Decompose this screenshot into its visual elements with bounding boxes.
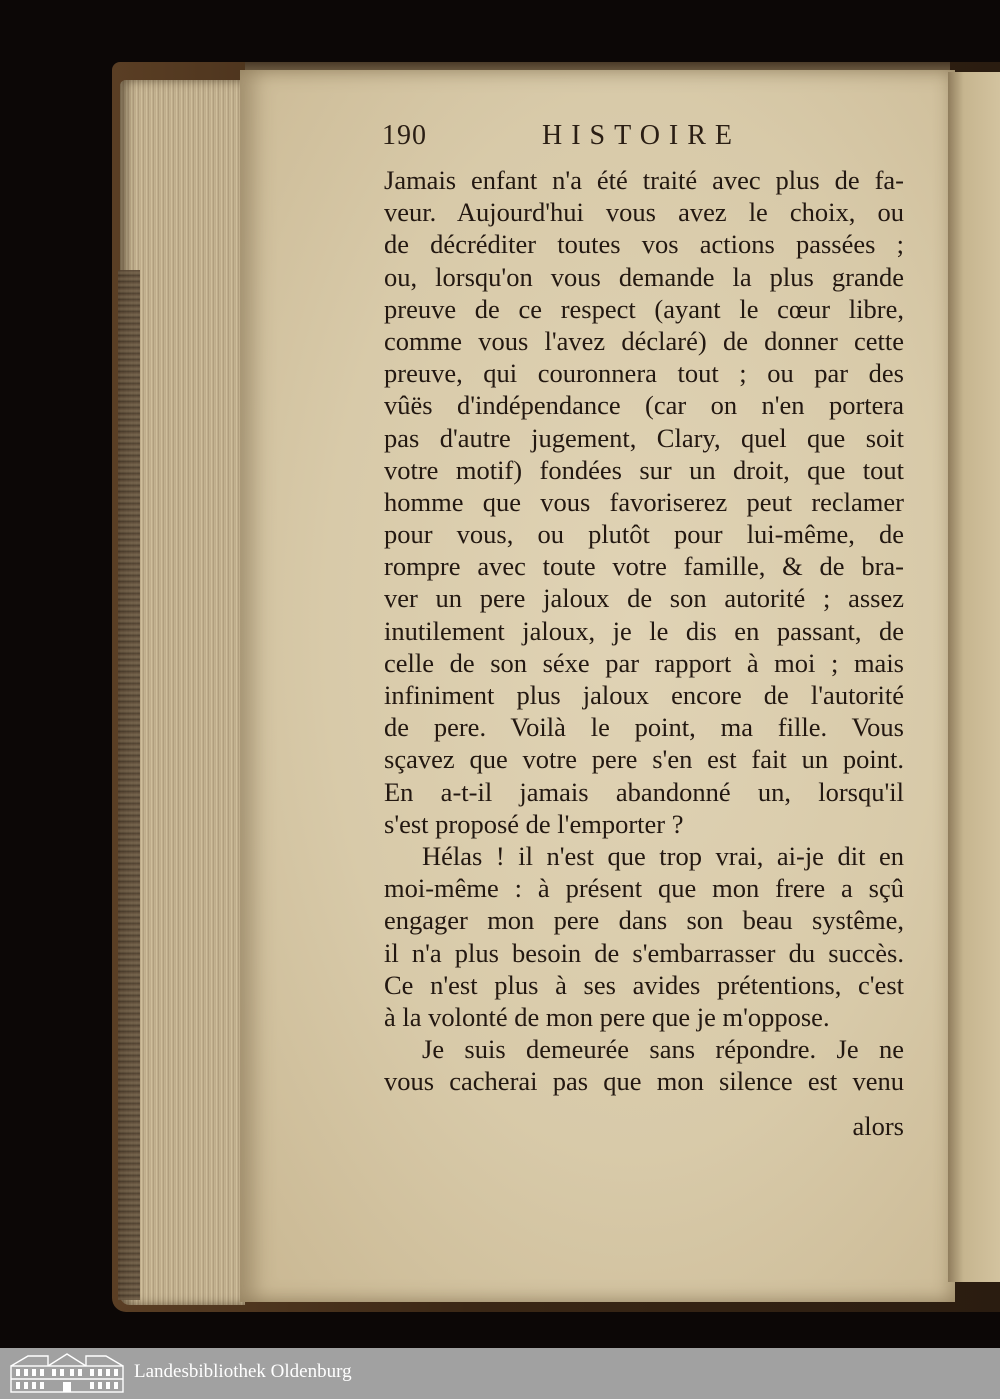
body-text: [384, 164, 904, 1097]
footer-bar: [0, 1348, 1000, 1399]
text-line: ou, lorsqu'on vous demande la plus grande: [384, 261, 904, 292]
text-line: Jamais enfant n'a été traité avec plus de fa-: [384, 165, 904, 195]
catchword: alors: [852, 1111, 904, 1141]
page-header: [382, 120, 902, 160]
text-line: à la volonté de mon pere que je m'oppose.: [384, 1001, 830, 1032]
text-line: rompre avec toute votre famille, & de bra-: [384, 551, 904, 582]
text-line: inutilement jaloux, je le dis en passant, de: [384, 615, 904, 646]
text-line: Je suis demeurée sans répondre. Je ne: [422, 1034, 904, 1065]
text-line: veur. Aujourd'hui vous avez le choix, ou: [384, 197, 904, 228]
text-line: vûës d'indépendance (car on n'en portera: [384, 390, 904, 421]
text-line: Hélas ! il n'est que trop vrai, ai-je dit en: [422, 840, 904, 871]
text-line: vous cacherai pas que mon silence est venu: [384, 1066, 904, 1097]
text-line: homme que vous favoriserez peut reclamer: [384, 486, 904, 517]
running-head: HISTOIRE: [542, 120, 742, 151]
page-number: 190: [382, 120, 427, 151]
text-line: En a-t-il jamais abandonné un, lorsqu'il: [384, 776, 904, 807]
library-name: Landesbibliothek Oldenburg: [134, 1361, 352, 1382]
text-line: preuve, qui couronnera tout ; ou par des: [384, 358, 904, 389]
text-line: Ce n'est plus à ses avides prétentions, c'est: [384, 969, 904, 1000]
facing-page-edge: [948, 72, 1000, 1282]
text-line: sçavez que votre pere s'en est fait un point.: [384, 744, 904, 775]
marbled-edge: [118, 270, 140, 1300]
text-line: preuve de ce respect (ayant le cœur libre,: [384, 293, 904, 324]
text-line: il n'a plus besoin de s'embarrasser du succès.: [384, 937, 904, 968]
text-line: comme vous l'avez déclaré) de donner cette: [384, 325, 904, 356]
text-line: moi-même : à présent que mon frere a sçû: [384, 873, 904, 904]
text-line: s'est proposé de l'emporter ?: [384, 808, 684, 839]
text-line: votre motif) fondées sur un droit, que tout: [384, 454, 904, 485]
library-building-icon: [8, 1352, 126, 1394]
text-line: ver un pere jaloux de son autorité ; assez: [384, 583, 904, 614]
text-line: de pere. Voilà le point, ma fille. Vous: [384, 712, 904, 743]
text-line: pour vous, ou plutôt pour lui-même, de: [384, 519, 904, 550]
text-line: celle de son séxe par rapport à moi ; mais: [384, 647, 904, 678]
text-line: pas d'autre jugement, Clary, quel que soit: [384, 422, 904, 453]
text-line: de décréditer toutes vos actions passées ;: [384, 229, 904, 260]
text-line: infiniment plus jaloux encore de l'autorité: [384, 680, 904, 710]
text-line: engager mon pere dans son beau systême,: [384, 905, 904, 936]
